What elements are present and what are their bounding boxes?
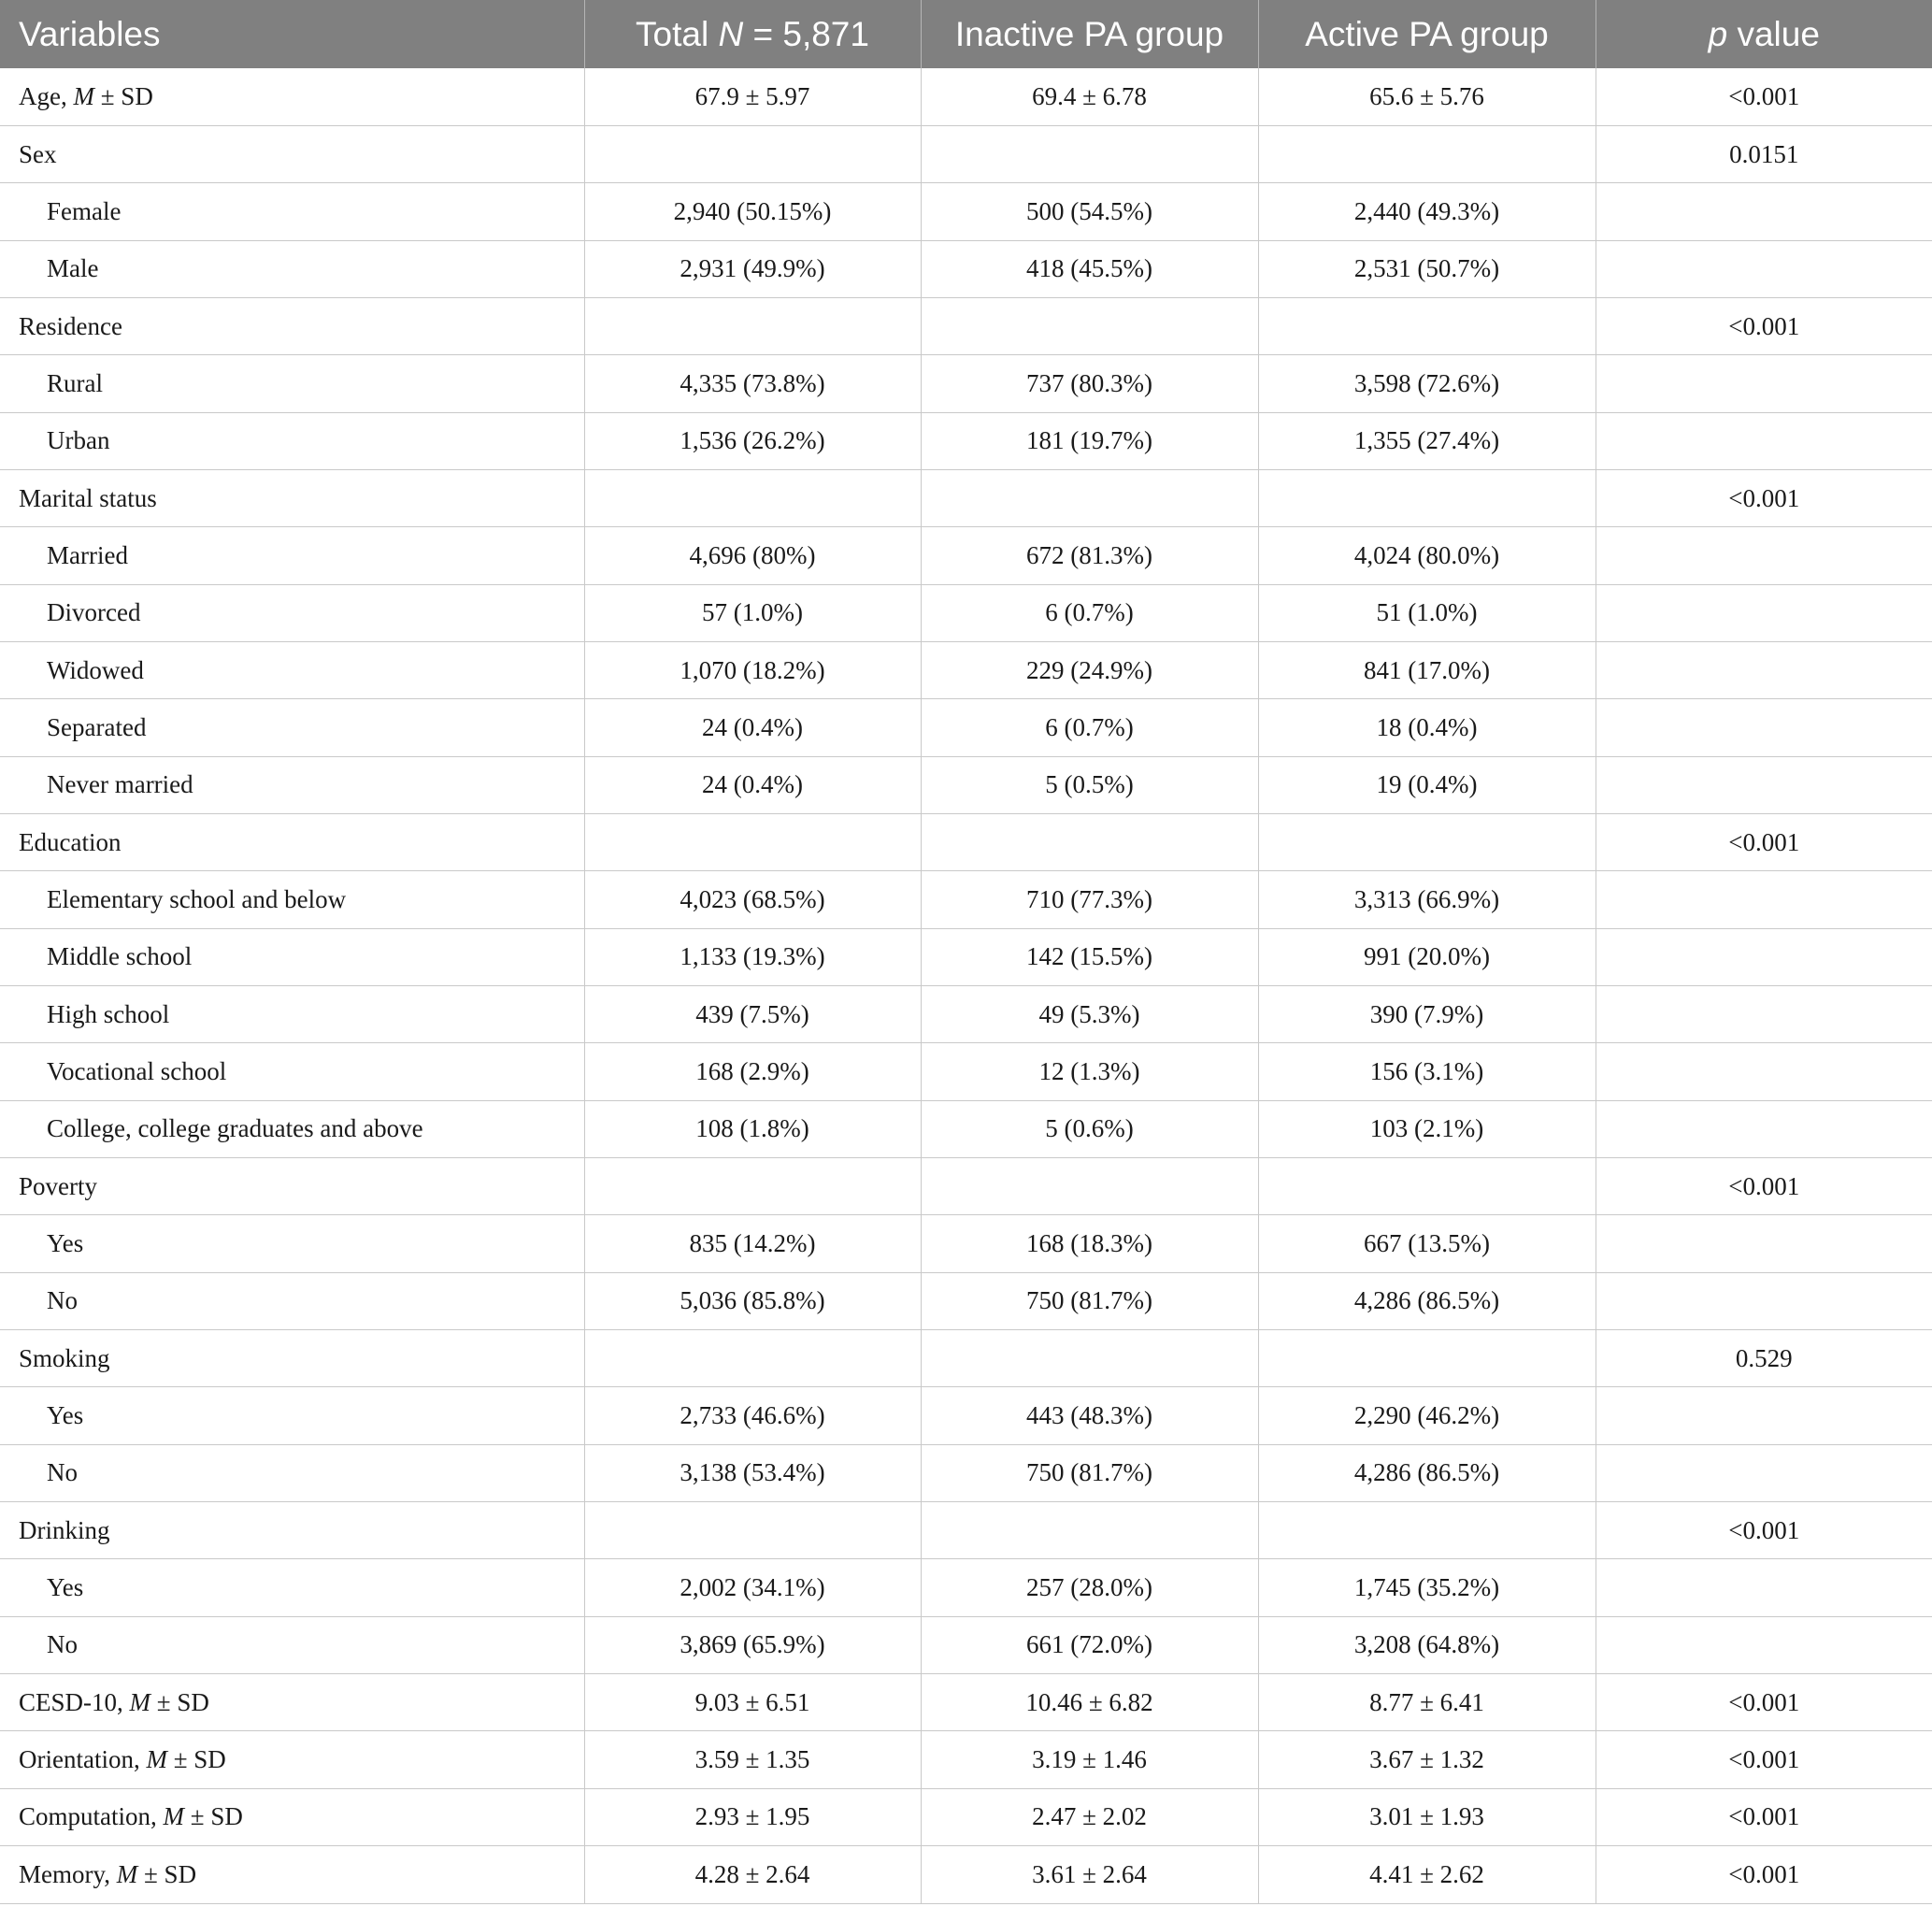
cell-variable: CESD-10, M ± SD (0, 1674, 584, 1731)
table-row (0, 527, 1932, 584)
cell-inactive: 443 (48.3%) (921, 1387, 1258, 1444)
table-body (0, 68, 1932, 1903)
cell-total: 1,536 (26.2%) (584, 412, 921, 469)
cell-p: <0.001 (1596, 68, 1932, 125)
cell-p (1596, 1616, 1932, 1673)
table-row (0, 1215, 1932, 1272)
cell-active (1258, 1502, 1596, 1559)
cell-active: 65.6 ± 5.76 (1258, 68, 1596, 125)
cell-inactive: 168 (18.3%) (921, 1215, 1258, 1272)
cell-total: 5,036 (85.8%) (584, 1272, 921, 1329)
cell-active: 3.67 ± 1.32 (1258, 1731, 1596, 1788)
cell-p (1596, 1444, 1932, 1501)
table-row (0, 1387, 1932, 1444)
cell-inactive: 6 (0.7%) (921, 699, 1258, 756)
cell-inactive: 750 (81.7%) (921, 1444, 1258, 1501)
cell-p (1596, 240, 1932, 297)
cell-p (1596, 1043, 1932, 1100)
cell-inactive (921, 813, 1258, 870)
cell-active: 103 (2.1%) (1258, 1100, 1596, 1157)
cell-inactive: 5 (0.6%) (921, 1100, 1258, 1157)
cell-p (1596, 183, 1932, 240)
cell-p: <0.001 (1596, 469, 1932, 526)
cell-variable: Yes (0, 1559, 584, 1616)
cell-p: <0.001 (1596, 1674, 1932, 1731)
cell-p (1596, 986, 1932, 1043)
cell-total: 3.59 ± 1.35 (584, 1731, 921, 1788)
header-p-value: p value (1596, 0, 1932, 68)
table-row (0, 1444, 1932, 1501)
cell-p (1596, 1272, 1932, 1329)
cell-active (1258, 125, 1596, 182)
cell-p: <0.001 (1596, 1788, 1932, 1845)
cell-variable: Rural (0, 355, 584, 412)
cell-variable: Urban (0, 412, 584, 469)
cell-p (1596, 928, 1932, 985)
cell-p (1596, 641, 1932, 698)
cell-variable: Elementary school and below (0, 871, 584, 928)
table-row (0, 1100, 1932, 1157)
cell-p: <0.001 (1596, 813, 1932, 870)
cell-inactive: 49 (5.3%) (921, 986, 1258, 1043)
table-row (0, 469, 1932, 526)
header-total: Total N = 5,871 (584, 0, 921, 68)
cell-total: 4,023 (68.5%) (584, 871, 921, 928)
table-row (0, 240, 1932, 297)
table-row (0, 813, 1932, 870)
cell-total: 67.9 ± 5.97 (584, 68, 921, 125)
table-row (0, 699, 1932, 756)
cell-total: 24 (0.4%) (584, 699, 921, 756)
cell-active: 3,598 (72.6%) (1258, 355, 1596, 412)
cell-active (1258, 1330, 1596, 1387)
cell-active (1258, 1158, 1596, 1215)
cell-active: 2,440 (49.3%) (1258, 183, 1596, 240)
cell-p (1596, 527, 1932, 584)
table-row (0, 1731, 1932, 1788)
table-row (0, 1616, 1932, 1673)
cell-variable: Age, M ± SD (0, 68, 584, 125)
cell-variable: Computation, M ± SD (0, 1788, 584, 1845)
table-row (0, 1272, 1932, 1329)
table-row (0, 584, 1932, 641)
cell-active: 4,286 (86.5%) (1258, 1444, 1596, 1501)
cell-total: 2,940 (50.15%) (584, 183, 921, 240)
cell-inactive: 12 (1.3%) (921, 1043, 1258, 1100)
cell-inactive: 10.46 ± 6.82 (921, 1674, 1258, 1731)
cell-variable: Education (0, 813, 584, 870)
cell-total (584, 125, 921, 182)
cell-total (584, 813, 921, 870)
cell-total: 108 (1.8%) (584, 1100, 921, 1157)
table-row (0, 1502, 1932, 1559)
cell-total: 4,696 (80%) (584, 527, 921, 584)
table-row (0, 1559, 1932, 1616)
cell-p (1596, 584, 1932, 641)
table-row (0, 183, 1932, 240)
cell-p (1596, 871, 1932, 928)
cell-active: 4.41 ± 2.62 (1258, 1846, 1596, 1903)
cell-p (1596, 1215, 1932, 1272)
cell-total: 3,138 (53.4%) (584, 1444, 921, 1501)
cell-p: <0.001 (1596, 1846, 1932, 1903)
cell-inactive: 2.47 ± 2.02 (921, 1788, 1258, 1845)
cell-active: 3,313 (66.9%) (1258, 871, 1596, 928)
cell-p (1596, 1100, 1932, 1157)
cell-variable: Orientation, M ± SD (0, 1731, 584, 1788)
cell-active: 3.01 ± 1.93 (1258, 1788, 1596, 1845)
cell-active (1258, 469, 1596, 526)
cell-total: 2,733 (46.6%) (584, 1387, 921, 1444)
cell-active: 19 (0.4%) (1258, 756, 1596, 813)
cell-inactive: 737 (80.3%) (921, 355, 1258, 412)
cell-p: <0.001 (1596, 1731, 1932, 1788)
cell-total (584, 469, 921, 526)
cell-variable: Smoking (0, 1330, 584, 1387)
cell-total: 1,133 (19.3%) (584, 928, 921, 985)
cell-p: <0.001 (1596, 1502, 1932, 1559)
cell-variable: Drinking (0, 1502, 584, 1559)
cell-active: 390 (7.9%) (1258, 986, 1596, 1043)
cell-total (584, 1158, 921, 1215)
cell-active: 51 (1.0%) (1258, 584, 1596, 641)
cell-p: <0.001 (1596, 1158, 1932, 1215)
cell-p (1596, 412, 1932, 469)
cell-variable: Male (0, 240, 584, 297)
cell-p (1596, 1387, 1932, 1444)
cell-active: 1,355 (27.4%) (1258, 412, 1596, 469)
cell-total: 2.93 ± 1.95 (584, 1788, 921, 1845)
cell-p: <0.001 (1596, 297, 1932, 354)
cell-active: 667 (13.5%) (1258, 1215, 1596, 1272)
cell-inactive (921, 125, 1258, 182)
cell-variable: No (0, 1444, 584, 1501)
cell-active: 841 (17.0%) (1258, 641, 1596, 698)
cell-active: 4,024 (80.0%) (1258, 527, 1596, 584)
cell-active (1258, 297, 1596, 354)
cell-total: 2,002 (34.1%) (584, 1559, 921, 1616)
cell-active (1258, 813, 1596, 870)
table-row (0, 125, 1932, 182)
table-row (0, 1158, 1932, 1215)
cell-total: 4,335 (73.8%) (584, 355, 921, 412)
cell-active: 8.77 ± 6.41 (1258, 1674, 1596, 1731)
table-row (0, 412, 1932, 469)
cell-active: 2,290 (46.2%) (1258, 1387, 1596, 1444)
cell-total: 1,070 (18.2%) (584, 641, 921, 698)
table-row (0, 1846, 1932, 1903)
cell-variable: Separated (0, 699, 584, 756)
table-row (0, 1043, 1932, 1100)
header-inactive: Inactive PA group (921, 0, 1258, 68)
header-active: Active PA group (1258, 0, 1596, 68)
cell-total: 439 (7.5%) (584, 986, 921, 1043)
table-row (0, 297, 1932, 354)
cell-inactive: 5 (0.5%) (921, 756, 1258, 813)
cell-variable: Married (0, 527, 584, 584)
cell-variable: Divorced (0, 584, 584, 641)
cell-active: 18 (0.4%) (1258, 699, 1596, 756)
cell-inactive: 257 (28.0%) (921, 1559, 1258, 1616)
cell-p (1596, 355, 1932, 412)
cell-total: 2,931 (49.9%) (584, 240, 921, 297)
cell-inactive (921, 1158, 1258, 1215)
cell-inactive: 229 (24.9%) (921, 641, 1258, 698)
cell-inactive (921, 469, 1258, 526)
cell-inactive: 69.4 ± 6.78 (921, 68, 1258, 125)
cell-inactive: 3.19 ± 1.46 (921, 1731, 1258, 1788)
cell-variable: Poverty (0, 1158, 584, 1215)
cell-variable: No (0, 1616, 584, 1673)
table-header (0, 0, 1932, 68)
cell-inactive: 500 (54.5%) (921, 183, 1258, 240)
cell-inactive: 181 (19.7%) (921, 412, 1258, 469)
cell-active: 2,531 (50.7%) (1258, 240, 1596, 297)
table-row (0, 1674, 1932, 1731)
cell-inactive (921, 297, 1258, 354)
cell-variable: Marital status (0, 469, 584, 526)
cell-inactive: 672 (81.3%) (921, 527, 1258, 584)
cell-variable: College, college graduates and above (0, 1100, 584, 1157)
table-row (0, 756, 1932, 813)
cell-variable: Residence (0, 297, 584, 354)
cell-total: 57 (1.0%) (584, 584, 921, 641)
table-row (0, 871, 1932, 928)
table-row (0, 1330, 1932, 1387)
cell-p: 0.529 (1596, 1330, 1932, 1387)
cell-variable: Sex (0, 125, 584, 182)
cell-inactive: 418 (45.5%) (921, 240, 1258, 297)
cell-variable: No (0, 1272, 584, 1329)
cell-variable: Yes (0, 1215, 584, 1272)
table-row (0, 986, 1932, 1043)
cell-active: 3,208 (64.8%) (1258, 1616, 1596, 1673)
cell-total: 3,869 (65.9%) (584, 1616, 921, 1673)
cell-total: 168 (2.9%) (584, 1043, 921, 1100)
cell-variable: Female (0, 183, 584, 240)
cell-inactive: 750 (81.7%) (921, 1272, 1258, 1329)
cell-variable: Never married (0, 756, 584, 813)
table-row (0, 68, 1932, 125)
cell-active: 991 (20.0%) (1258, 928, 1596, 985)
cell-inactive: 6 (0.7%) (921, 584, 1258, 641)
cell-variable: Yes (0, 1387, 584, 1444)
cell-inactive: 661 (72.0%) (921, 1616, 1258, 1673)
cell-total (584, 297, 921, 354)
cell-variable: Memory, M ± SD (0, 1846, 584, 1903)
cell-total: 9.03 ± 6.51 (584, 1674, 921, 1731)
cell-p (1596, 1559, 1932, 1616)
cell-p (1596, 756, 1932, 813)
cell-active: 4,286 (86.5%) (1258, 1272, 1596, 1329)
cell-total: 835 (14.2%) (584, 1215, 921, 1272)
cell-p: 0.0151 (1596, 125, 1932, 182)
cell-variable: Middle school (0, 928, 584, 985)
cell-inactive (921, 1502, 1258, 1559)
cell-variable: High school (0, 986, 584, 1043)
cell-inactive: 3.61 ± 2.64 (921, 1846, 1258, 1903)
cell-inactive (921, 1330, 1258, 1387)
cell-total (584, 1502, 921, 1559)
cell-total: 4.28 ± 2.64 (584, 1846, 921, 1903)
cell-active: 156 (3.1%) (1258, 1043, 1596, 1100)
cell-active: 1,745 (35.2%) (1258, 1559, 1596, 1616)
cell-p (1596, 699, 1932, 756)
table-row (0, 355, 1932, 412)
cell-inactive: 142 (15.5%) (921, 928, 1258, 985)
header-row (0, 0, 1932, 68)
table-row (0, 1788, 1932, 1845)
table-row (0, 928, 1932, 985)
cell-total: 24 (0.4%) (584, 756, 921, 813)
cell-total (584, 1330, 921, 1387)
cell-variable: Widowed (0, 641, 584, 698)
table-row (0, 641, 1932, 698)
cell-inactive: 710 (77.3%) (921, 871, 1258, 928)
header-variables: Variables (0, 0, 584, 68)
cell-variable: Vocational school (0, 1043, 584, 1100)
